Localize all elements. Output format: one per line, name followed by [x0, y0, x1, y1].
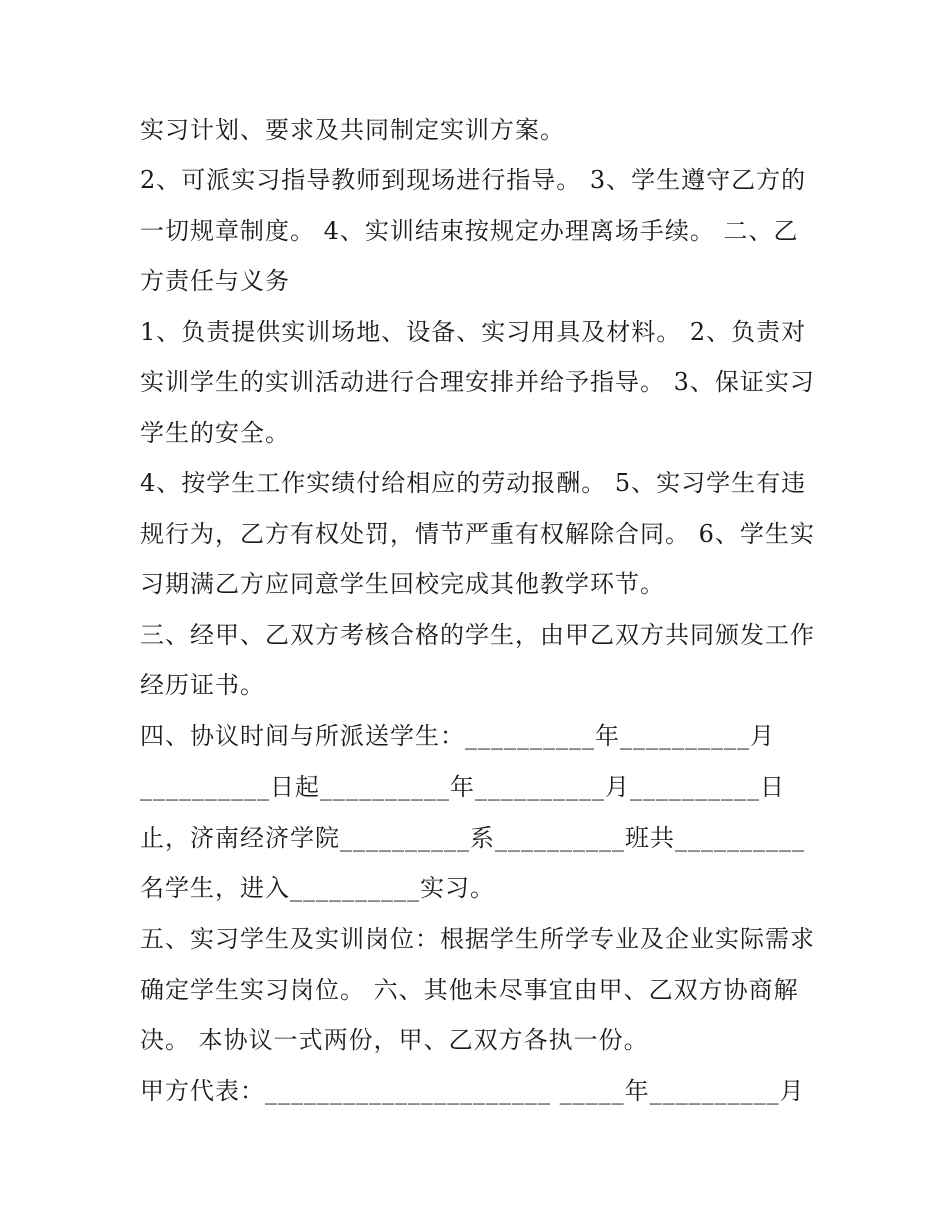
- text-line: 四、协议时间与所派送学生：__________年__________月: [140, 722, 775, 750]
- text-line: 实习计划、要求及共同制定实训方案。: [140, 116, 565, 144]
- text-line: 经历证书。: [140, 671, 265, 699]
- text-line: 一切规章制度。 4、实训结束按规定办理离场手续。 二、乙: [140, 217, 799, 245]
- text-line: 名学生，进入__________实习。: [140, 874, 495, 902]
- text-line: 实训学生的实训活动进行合理安排并给予指导。 3、保证实习: [140, 368, 815, 396]
- text-line: 三、经甲、乙双方考核合格的学生，由甲乙双方共同颁发工作: [140, 621, 815, 649]
- text-line: 4、按学生工作实绩付给相应的劳动报酬。 5、实习学生有违: [140, 469, 807, 497]
- text-line: 学生的安全。: [140, 419, 290, 447]
- text-line: 止，济南经济学院__________系__________班共__________: [140, 824, 805, 852]
- text-line: __________日起__________年__________月__________日: [140, 773, 785, 801]
- text-line: 确定学生实习岗位。 六、其他未尽事宜由甲、乙双方协商解: [140, 976, 799, 1004]
- text-line: 规行为，乙方有权处罚，情节严重有权解除合同。 6、学生实: [140, 520, 815, 548]
- text-line: 五、实习学生及实训岗位：根据学生所学专业及企业实际需求: [140, 925, 815, 953]
- text-line: 决。 本协议一式两份，甲、乙双方各执一份。: [140, 1026, 649, 1054]
- text-line: 2、可派实习指导教师到现场进行指导。 3、学生遵守乙方的: [140, 166, 807, 194]
- text-line: 1、负责提供实训场地、设备、实习用具及材料。 2、负责对: [140, 318, 807, 346]
- text-line: 方责任与义务: [140, 267, 290, 295]
- text-line: 习期满乙方应同意学生回校完成其他教学环节。: [140, 570, 665, 598]
- text-line: 甲方代表：______________________ _____年__________月: [140, 1077, 805, 1105]
